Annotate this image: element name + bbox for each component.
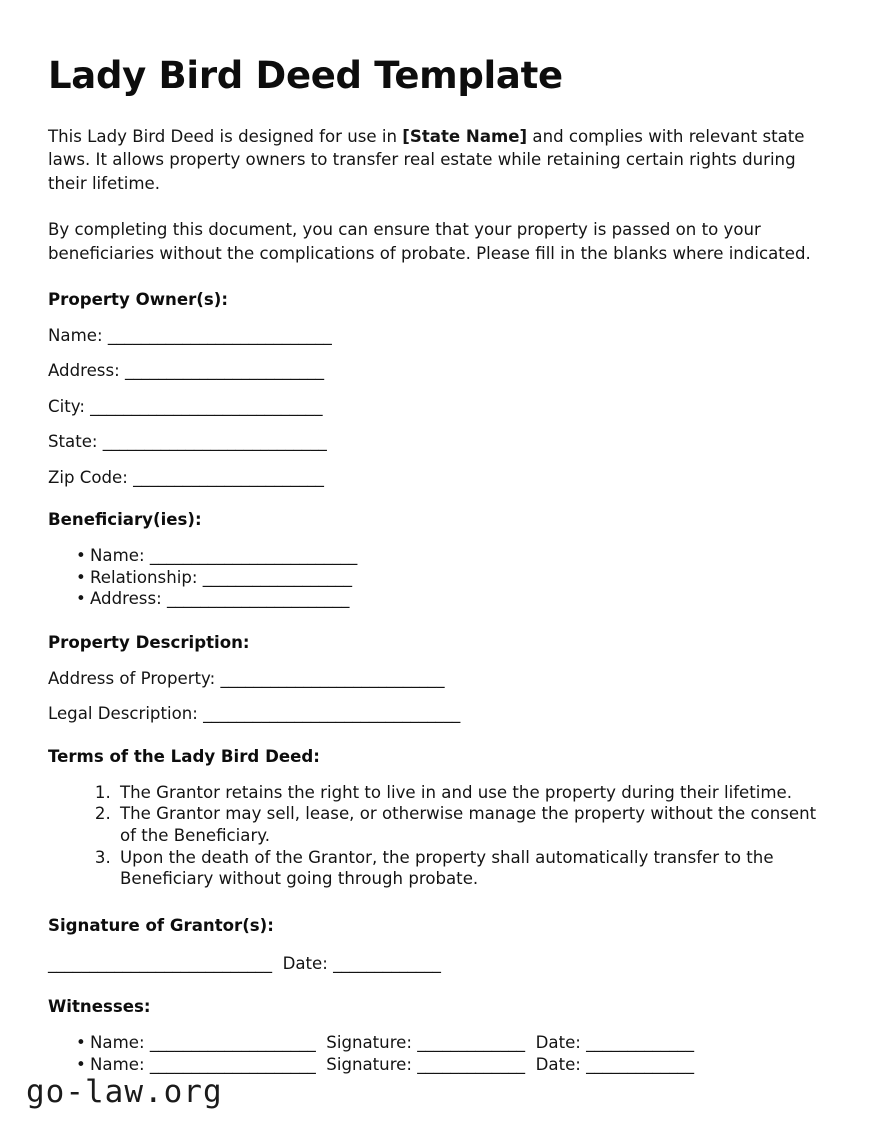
list-item: • Name: ____________________ Signature: _____________ Date: _____________ (90, 1032, 823, 1053)
state-name-placeholder: [State Name] (402, 126, 528, 146)
intro-paragraph-1 (48, 125, 823, 196)
list-item: • Relationship: __________________ (90, 567, 823, 588)
document-content (48, 0, 823, 1075)
field-owner-zip: Zip Code: _______________________ (48, 467, 324, 487)
field-property-address: Address of Property: ___________________________ (48, 668, 445, 688)
heading-terms: Terms of the Lady Bird Deed: (48, 746, 320, 766)
intro-p1-after: and complies with relevant state laws. It allows property owners to transfer real estate while retaining certain rights during their lifetime. (48, 126, 805, 193)
field-owner-address: Address: ________________________ (48, 361, 325, 381)
list-item: • Name: _________________________ (90, 545, 823, 566)
list-item: 3. Upon the death of the Grantor, the property shall automatically transfer to the Beneficiary without going through probate. (116, 847, 823, 890)
field-legal-description: Legal Description: _______________________________ (48, 704, 461, 724)
field-owner-name: Name: ___________________________ (48, 325, 332, 345)
field-owner-city: City: ____________________________ (48, 396, 323, 416)
witness-list (48, 1016, 823, 1075)
intro-p1-before: This Lady Bird Deed is designed for use in (48, 126, 403, 146)
heading-witnesses: Witnesses: (48, 997, 151, 1017)
heading-beneficiary: Beneficiary(ies): (48, 510, 202, 530)
heading-property-description: Property Description: (48, 632, 250, 652)
list-item: • Name: ____________________ Signature: _____________ Date: _____________ (90, 1054, 823, 1075)
intro-paragraph-2: By completing this document, you can ensure that your property is passed on to your beneficiaries without the complications of probate. Please fill in the blanks where indicated. (48, 220, 811, 263)
list-item: • Address: ______________________ (90, 588, 823, 609)
page-title: Lady Bird Deed Template (48, 54, 563, 97)
list-item: 2. The Grantor may sell, lease, or otherwise manage the property without the consent of the Beneficiary. (116, 803, 823, 846)
heading-property-owner: Property Owner(s): (48, 289, 228, 309)
terms-list (48, 766, 823, 890)
site-watermark: go-law.org (26, 1074, 223, 1110)
list-item: 1. The Grantor retains the right to live in and use the property during their lifetime. (116, 782, 823, 804)
field-grantor-signature-date: ___________________________ Date: _____________ (48, 953, 441, 973)
beneficiary-list (48, 529, 823, 609)
field-owner-state: State: ___________________________ (48, 432, 327, 452)
heading-signature-grantor: Signature of Grantor(s): (48, 915, 274, 935)
